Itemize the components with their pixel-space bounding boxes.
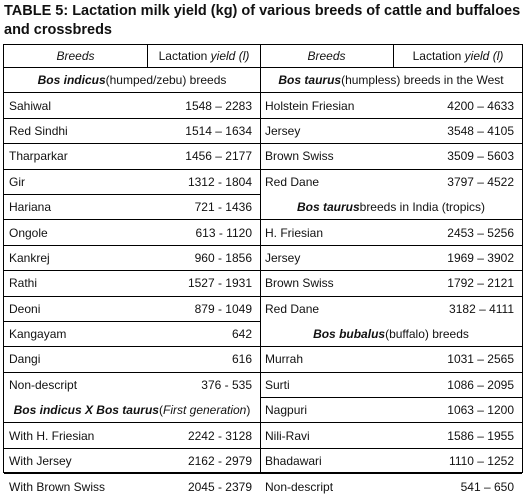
breed-name: Nagpuri: [265, 403, 308, 418]
breed-name: Sahiwal: [9, 98, 52, 113]
breed-name: With Jersey: [9, 454, 72, 469]
yield-value: 2453 – 5256: [447, 225, 514, 240]
table-row: [260, 423, 522, 448]
yield-value: 3548 – 4105: [447, 123, 514, 138]
yield-value: 1086 – 2095: [447, 377, 514, 392]
yield-header: Lactation yield (l): [158, 49, 250, 63]
table-row: [4, 423, 260, 448]
yield-value: 616: [231, 352, 252, 367]
yield-value: 2242 - 3128: [187, 428, 252, 443]
table-row: [260, 373, 522, 398]
breed-name: Non-descript: [9, 378, 78, 393]
left-rows-group-2: [4, 423, 260, 499]
yield-value: 1110 – 1252: [449, 454, 514, 469]
table-row: [260, 220, 522, 245]
breeds-header: Breeds: [4, 45, 148, 67]
yield-value: 376 - 535: [201, 378, 252, 393]
breed-name: Red Dane: [265, 175, 320, 190]
breed-name: Red Dane: [265, 302, 320, 317]
table-row: [4, 144, 260, 169]
breed-name: With H. Friesian: [9, 428, 95, 443]
right-rows-group-2: [260, 220, 522, 322]
yield-value: 1548 – 2283: [185, 98, 252, 113]
yield-value: 721 - 1436: [194, 200, 252, 215]
yield-value: 1312 - 1804: [187, 174, 252, 189]
breed-name: Dangi: [9, 352, 41, 367]
table-row: [260, 449, 522, 474]
section-crossbreds: Bos indicus X Bos taurus ( First generation ): [4, 398, 260, 423]
yield-value: 4200 – 4633: [447, 98, 514, 113]
left-header-row: [4, 45, 260, 68]
table-row: [260, 246, 522, 271]
table-row: [260, 119, 522, 144]
table-row: [4, 271, 260, 296]
breed-name: H. Friesian: [265, 225, 324, 240]
yield-value: 1063 – 1200: [447, 403, 514, 418]
section-bos-indicus: Bos indicus (humped/zebu) breeds: [4, 68, 260, 93]
breed-name: Deoni: [9, 301, 41, 316]
breed-name: Brown Swiss: [265, 276, 334, 291]
table-title: TABLE 5: Lactation milk yield (kg) of various breeds of cattle and buffaloes and crossbreds: [4, 3, 521, 38]
breed-name: Murrah: [265, 352, 304, 367]
section-bos-taurus-west: Bos taurus (humpless) breeds in the West: [260, 68, 522, 93]
yield-value: 2162 - 2979: [187, 454, 252, 469]
breed-name: Non-descript: [265, 479, 334, 494]
yield-value: 1792 – 2121: [447, 276, 514, 291]
breed-name: Tharparkar: [9, 149, 68, 164]
breed-name: Kangayam: [9, 327, 67, 342]
table-row: [260, 474, 522, 499]
yield-value: 1527 - 1931: [187, 276, 252, 291]
table-row: [4, 93, 260, 118]
yield-value: 642: [231, 327, 252, 342]
yield-value: 1514 – 1634: [185, 123, 252, 138]
breed-name: Jersey: [265, 250, 301, 265]
breed-name: Kankrej: [9, 250, 50, 265]
table-row: [260, 347, 522, 372]
yield-value: 613 - 1120: [195, 225, 252, 240]
left-table-half: [4, 45, 261, 494]
table-row: [260, 93, 522, 118]
breeds-header: Breeds: [260, 45, 394, 67]
yield-value: 2045 - 2379: [187, 479, 252, 494]
yield-value: 1456 – 2177: [185, 149, 252, 164]
breed-name: With Brown Swiss: [9, 479, 106, 494]
table-row: [4, 322, 260, 347]
table-row: [260, 271, 522, 296]
breed-name: Brown Swiss: [265, 149, 334, 164]
breed-name: Rathi: [9, 276, 38, 291]
right-rows-group-1: [260, 93, 522, 195]
right-rows-group-3: [260, 347, 522, 499]
yield-value: 1969 – 3902: [447, 250, 514, 265]
breed-name: Gir: [9, 174, 25, 189]
yield-value: 1586 – 1955: [447, 428, 514, 443]
breed-name: Hariana: [9, 200, 52, 215]
table-row: [260, 398, 522, 423]
table-row: [4, 220, 260, 245]
table-row: [260, 170, 522, 195]
right-table-half: [260, 45, 522, 494]
yield-value: 3797 – 4522: [447, 175, 514, 190]
section-bos-taurus-india: Bos taurus breeds in India (tropics): [260, 195, 522, 220]
breed-name: Jersey: [265, 123, 301, 138]
lactation-table: [3, 44, 523, 494]
table-row: [4, 119, 260, 144]
table-row: [260, 297, 522, 322]
breed-name: Bhadawari: [265, 454, 322, 469]
yield-value: 1031 – 2565: [447, 352, 514, 367]
yield-value: 3182 – 4111: [449, 302, 514, 317]
yield-value: 960 - 1856: [194, 250, 252, 265]
yield-value: 879 - 1049: [194, 301, 252, 316]
breed-name: Nili-Ravi: [265, 428, 310, 443]
right-header-row: [260, 45, 522, 68]
table-row: [260, 144, 522, 169]
table-row: [4, 195, 260, 220]
section-bos-bubalus: Bos bubalus (buffalo) breeds: [260, 322, 522, 347]
table-row: [4, 449, 260, 474]
left-rows-group-1: [4, 93, 260, 398]
table-row: [4, 170, 260, 195]
yield-value: 541 – 650: [460, 479, 514, 494]
table-row: [4, 373, 260, 398]
breed-name: Red Sindhi: [9, 123, 68, 138]
table-row: [4, 246, 260, 271]
table-row: [4, 297, 260, 322]
yield-header: Lactation yield (l): [412, 49, 504, 63]
table-row: [4, 347, 260, 372]
table-row: [4, 474, 260, 499]
yield-value: 3509 – 5603: [447, 149, 514, 164]
breed-name: Holstein Friesian: [265, 98, 355, 113]
breed-name: Ongole: [9, 225, 48, 240]
breed-name: Surti: [265, 377, 290, 392]
